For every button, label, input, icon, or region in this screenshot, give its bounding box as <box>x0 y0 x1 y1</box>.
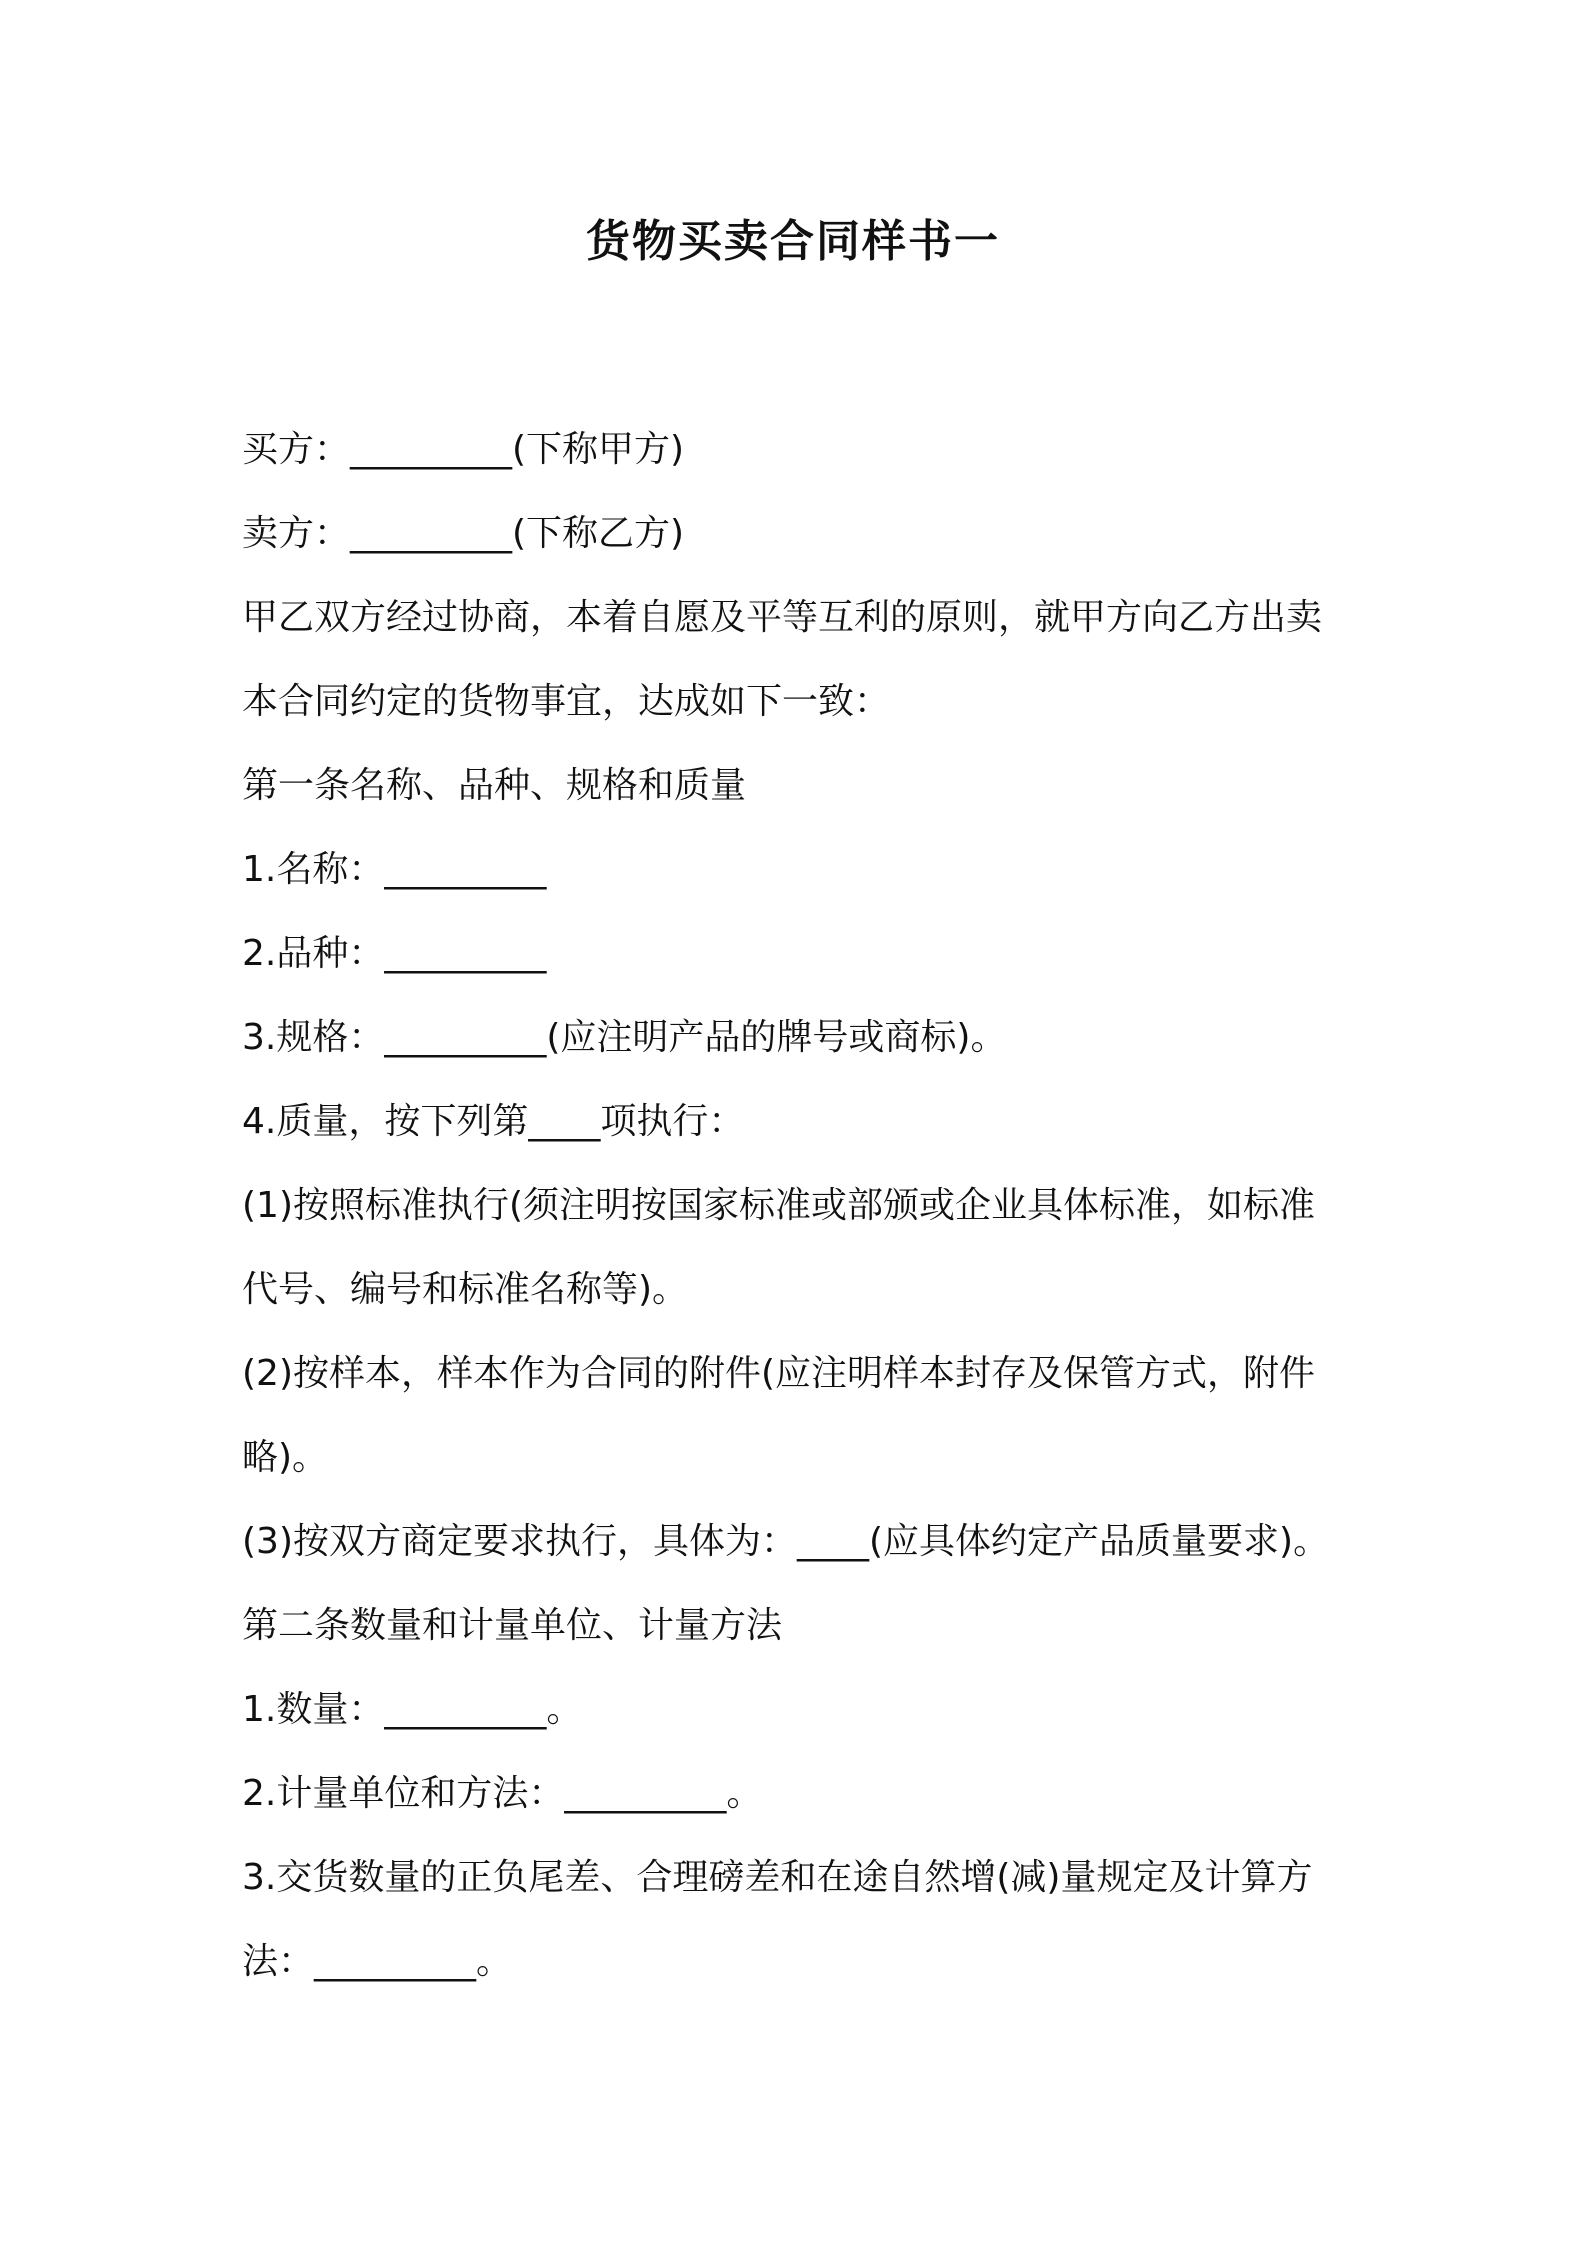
tolerance-line-2: 法：_________。 <box>242 1941 513 1982</box>
measurement-method-line: 2.计量单位和方法：_________。 <box>242 1773 763 1814</box>
document-body <box>242 408 1362 2004</box>
intro-line-2: 本合同约定的货物事宜，达成如下一致： <box>242 681 891 722</box>
tolerance-line-1: 3.交货数量的正负尾差、合理磅差和在途自然增(减)量规定及计算方 <box>242 1857 1313 1898</box>
item-name-line: 1.名称：_________ <box>242 849 547 890</box>
article-1-heading: 第一条名称、品种、规格和质量 <box>242 765 747 806</box>
buyer-line: 买方：_________(下称甲方) <box>242 429 685 470</box>
item-spec-line: 3.规格：_________(应注明产品的牌号或商标)。 <box>242 1017 1007 1058</box>
quality-option-1-line-1: (1)按照标准执行(须注明按国家标准或部颁或企业具体标准，如标准 <box>242 1185 1316 1226</box>
item-variety-line: 2.品种：_________ <box>242 933 547 974</box>
article-2-heading: 第二条数量和计量单位、计量方法 <box>242 1605 783 1646</box>
seller-line: 卖方：_________(下称乙方) <box>242 513 685 554</box>
intro-line-1: 甲乙双方经过协商，本着自愿及平等互利的原则，就甲方向乙方出卖 <box>242 597 1323 638</box>
quality-option-2-line-1: (2)按样本，样本作为合同的附件(应注明样本封存及保管方式，附件 <box>242 1353 1316 1394</box>
document-title: 货物买卖合同样书一 <box>586 216 1000 267</box>
quality-option-1-line-2: 代号、编号和标准名称等)。 <box>242 1269 689 1310</box>
item-quality-line: 4.质量，按下列第____项执行： <box>242 1101 745 1142</box>
quality-option-3-line: (3)按双方商定要求执行，具体为：____(应具体约定产品质量要求)。 <box>242 1521 1330 1562</box>
quality-option-2-line-2: 略)。 <box>242 1437 329 1478</box>
quantity-line: 1.数量：_________。 <box>242 1689 583 1730</box>
